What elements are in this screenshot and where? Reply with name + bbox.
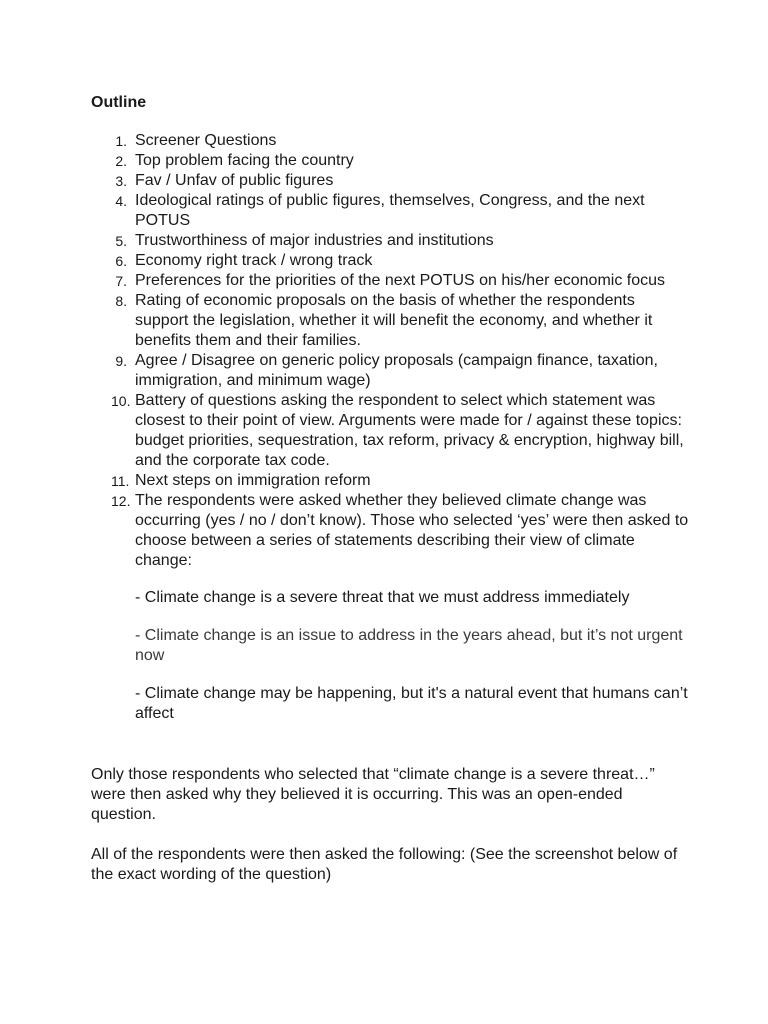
list-item-number: 12. <box>111 493 131 509</box>
list-item-text: Preferences for the priorities of the next POTUS on his/her economic focus <box>135 272 666 289</box>
list-item <box>91 151 691 171</box>
list-item-text: Top problem facing the country <box>135 152 354 169</box>
list-item <box>91 491 691 724</box>
list-item <box>91 231 691 251</box>
list-item-text: Next steps on immigration reform <box>135 472 371 489</box>
list-item-text: Fav / Unfav of public figures <box>135 172 334 189</box>
list-item-text: The respondents were asked whether they believed climate change was occurring (yes / no / don’t know). Those who selected ‘yes’ were then asked to choose between a series of statements describing their view of climate change: <box>135 492 689 569</box>
list-item-text: Rating of economic proposals on the basis of whether the respondents support the legislation, whether it will benefit the economy, and whether it benefits them and their families. <box>135 292 653 349</box>
list-item-number: 11. <box>111 473 130 489</box>
list-item <box>91 351 691 391</box>
list-item-text: Screener Questions <box>135 132 277 149</box>
list-item <box>91 291 691 351</box>
list-item-text: Trustworthiness of major industries and institutions <box>135 232 494 249</box>
list-item <box>91 271 691 291</box>
list-item-text: Economy right track / wrong track <box>135 252 373 269</box>
climate-option: - Climate change may be happening, but it's a natural event that humans can’t affect <box>135 685 688 722</box>
climate-option: - Climate change is a severe threat that we must address immediately <box>135 589 630 606</box>
climate-options <box>135 588 691 724</box>
page-title: Outline <box>91 94 147 111</box>
list-item <box>91 191 691 231</box>
list-item-number: 9. <box>115 353 127 369</box>
list-item-number: 7. <box>115 273 127 289</box>
list-item <box>91 171 691 191</box>
list-item <box>91 251 691 271</box>
list-item-number: 4. <box>115 193 127 209</box>
list-item-text: Battery of questions asking the respondent to select which statement was closest to their point of view. Arguments were made for / against these topics: budget priorities, sequestration, tax reform, privacy & encryption, highway bill, and the corporate tax code. <box>135 392 684 469</box>
climate-option: - Climate change is an issue to address in the years ahead, but it’s not urgent now <box>135 627 683 664</box>
list-item-number: 2. <box>115 153 127 169</box>
list-item-number: 8. <box>115 293 127 309</box>
list-item-number: 10. <box>111 393 131 409</box>
list-item <box>91 391 691 471</box>
list-item-text: Agree / Disagree on generic policy proposals (campaign finance, taxation, immigration, and minimum wage) <box>135 352 658 389</box>
list-item-number: 5. <box>115 233 127 249</box>
paragraph-open-ended: Only those respondents who selected that “climate change is a severe threat…” were then asked why they believed it is occurring. This was an open-ended question. <box>91 766 655 823</box>
list-item-number: 3. <box>115 173 127 189</box>
list-item-number: 6. <box>115 253 127 269</box>
outline-list <box>91 131 691 724</box>
list-item-number: 1. <box>115 133 127 149</box>
list-item <box>91 471 691 491</box>
list-item-text: Ideological ratings of public figures, themselves, Congress, and the next POTUS <box>135 192 645 229</box>
list-item <box>91 131 691 151</box>
paragraph-followup: All of the respondents were then asked the following: (See the screenshot below of the exact wording of the question) <box>91 846 678 883</box>
